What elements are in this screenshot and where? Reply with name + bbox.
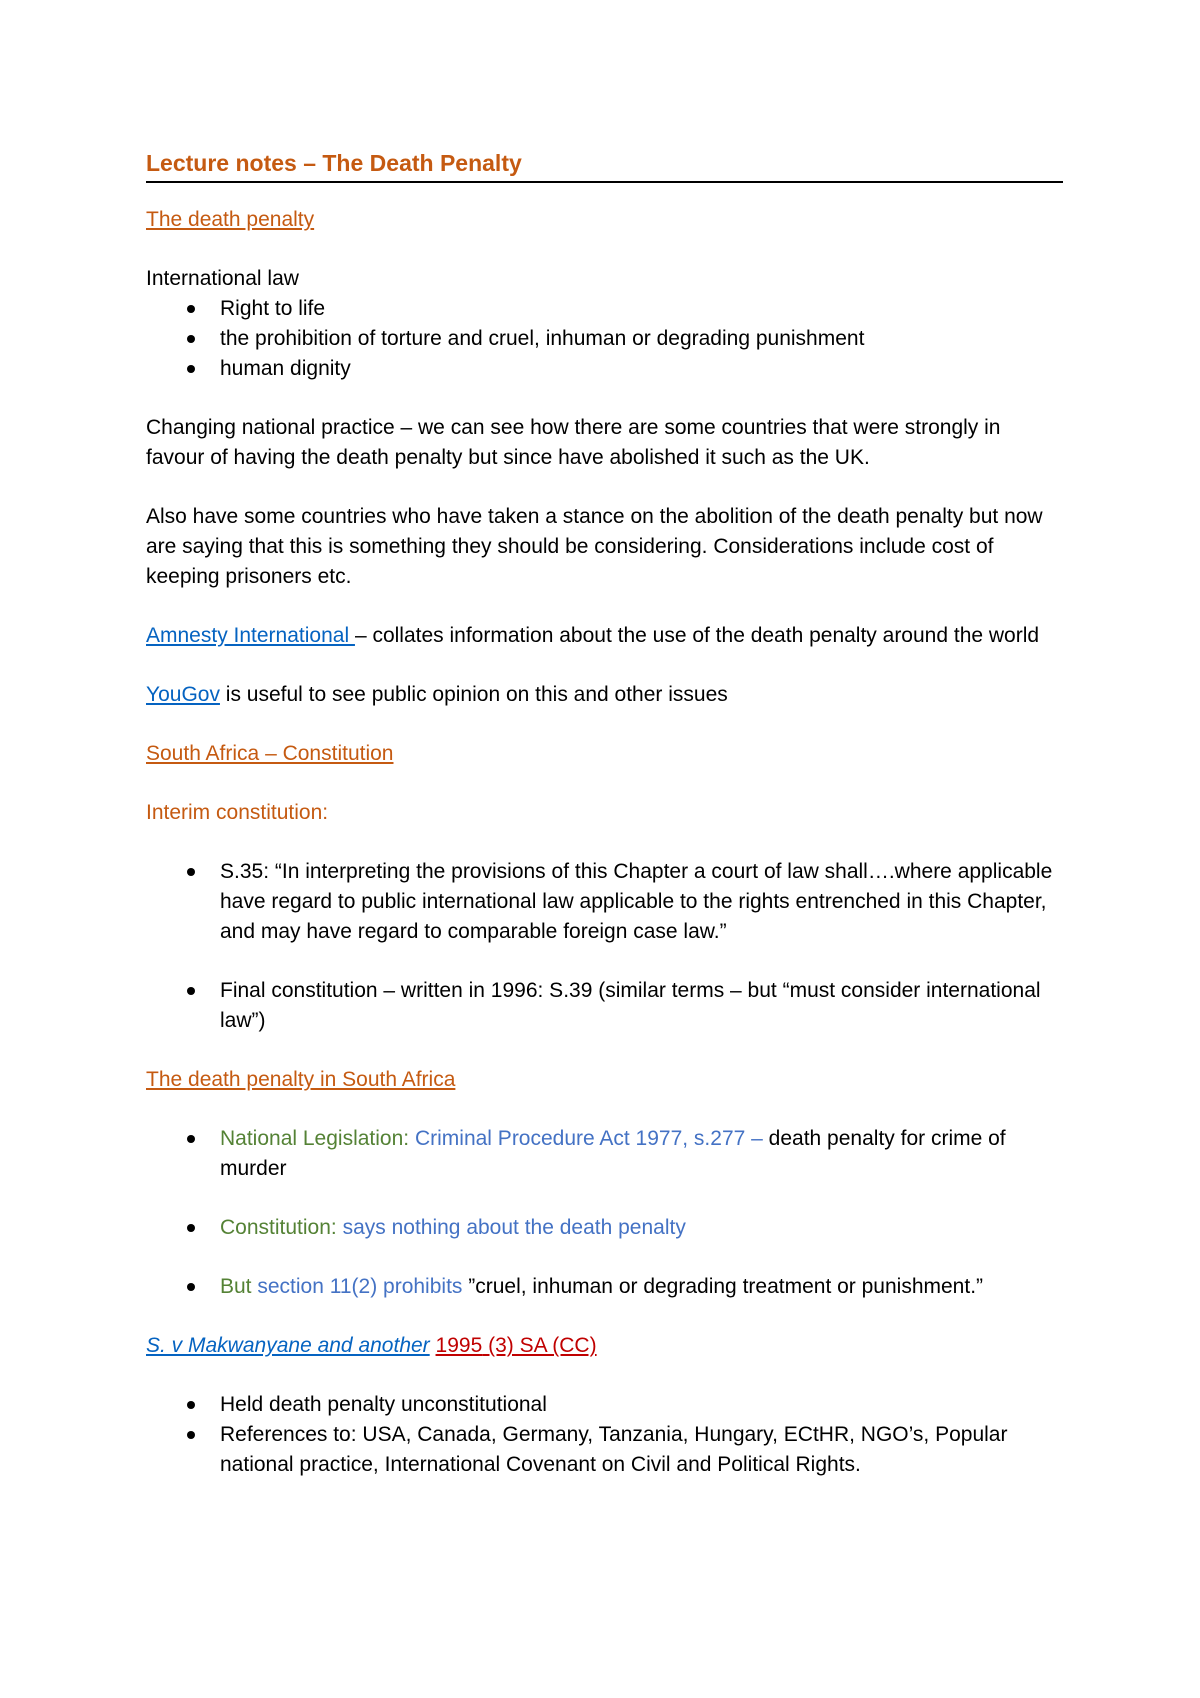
case-list bbox=[146, 1390, 1063, 1480]
section-heading-death-penalty: The death penalty bbox=[146, 208, 315, 231]
but-label: But bbox=[220, 1275, 258, 1298]
criminal-procedure-act: Criminal Procedure Act 1977, s.277 – bbox=[414, 1127, 769, 1150]
case-year: 1995 bbox=[435, 1334, 483, 1357]
section-heading-death-penalty-sa: The death penalty in South Africa bbox=[146, 1068, 456, 1091]
list-item-section-11 bbox=[220, 1272, 1063, 1302]
paragraph-amnesty bbox=[146, 621, 1063, 651]
section-11-text: section 11(2) prohibits bbox=[257, 1275, 469, 1298]
international-law-list bbox=[146, 294, 1063, 384]
case-name-link[interactable]: S. v Makwanyane and another bbox=[146, 1334, 430, 1357]
document-body bbox=[146, 148, 1063, 1509]
list-item: S.35: “In interpreting the provisions of this Chapter a court of law shall….where applicable have regard to public international law applicable to the rights entrenched in this Chapter, and may have regard to comparable foreign case law.” bbox=[220, 857, 1063, 947]
amnesty-international-link[interactable]: Amnesty International bbox=[146, 624, 355, 647]
list-item: Right to life bbox=[220, 294, 1063, 324]
list-item: References to: USA, Canada, Germany, Tanzania, Hungary, ECtHR, NGO’s, Popular national practice, International Covenant on Civil and Political Rights. bbox=[220, 1420, 1063, 1480]
case-citation: (3) SA (CC) bbox=[482, 1334, 597, 1357]
section-heading-south-africa: South Africa – Constitution bbox=[146, 742, 394, 765]
paragraph-yougov bbox=[146, 680, 1063, 710]
list-item-national-legislation bbox=[220, 1124, 1063, 1184]
paragraph-also-countries: Also have some countries who have taken a stance on the abolition of the death penalty but now are saying that this is something they should be considering. Considerations include cost of keeping prisoners etc. bbox=[146, 505, 1043, 588]
legislation-text: death penalty for crime of murder bbox=[220, 1127, 1006, 1180]
yougov-link[interactable]: YouGov bbox=[146, 683, 220, 706]
death-penalty-sa-list bbox=[146, 1124, 1063, 1302]
list-item: Final constitution – written in 1996: S.39 (similar terms – but “must consider international law”) bbox=[220, 976, 1063, 1036]
list-item: human dignity bbox=[220, 354, 1063, 384]
paragraph-changing-practice: Changing national practice – we can see how there are some countries that were strongly in favour of having the death penalty but since have abolished it such as the UK. bbox=[146, 416, 1001, 469]
list-item: Held death penalty unconstitutional bbox=[220, 1390, 1063, 1420]
legislation-label: National Legislation: bbox=[220, 1127, 415, 1150]
yougov-text: is useful to see public opinion on this and other issues bbox=[219, 683, 728, 706]
section-11-quote: ”cruel, inhuman or degrading treatment or punishment.” bbox=[468, 1275, 984, 1298]
constitution-text: says nothing about the death penalty bbox=[342, 1216, 686, 1239]
list-item-constitution bbox=[220, 1213, 1063, 1243]
page-title: Lecture notes – The Death Penalty bbox=[146, 148, 1063, 183]
case-heading bbox=[146, 1331, 1063, 1361]
amnesty-text: – collates information about the use of the death penalty around the world bbox=[354, 624, 1040, 647]
interim-constitution-heading: Interim constitution: bbox=[146, 801, 329, 824]
list-item: the prohibition of torture and cruel, inhuman or degrading punishment bbox=[220, 324, 1063, 354]
international-law-label: International law bbox=[146, 267, 299, 290]
constitution-label: Constitution: bbox=[220, 1216, 343, 1239]
interim-constitution-list bbox=[146, 857, 1063, 1036]
